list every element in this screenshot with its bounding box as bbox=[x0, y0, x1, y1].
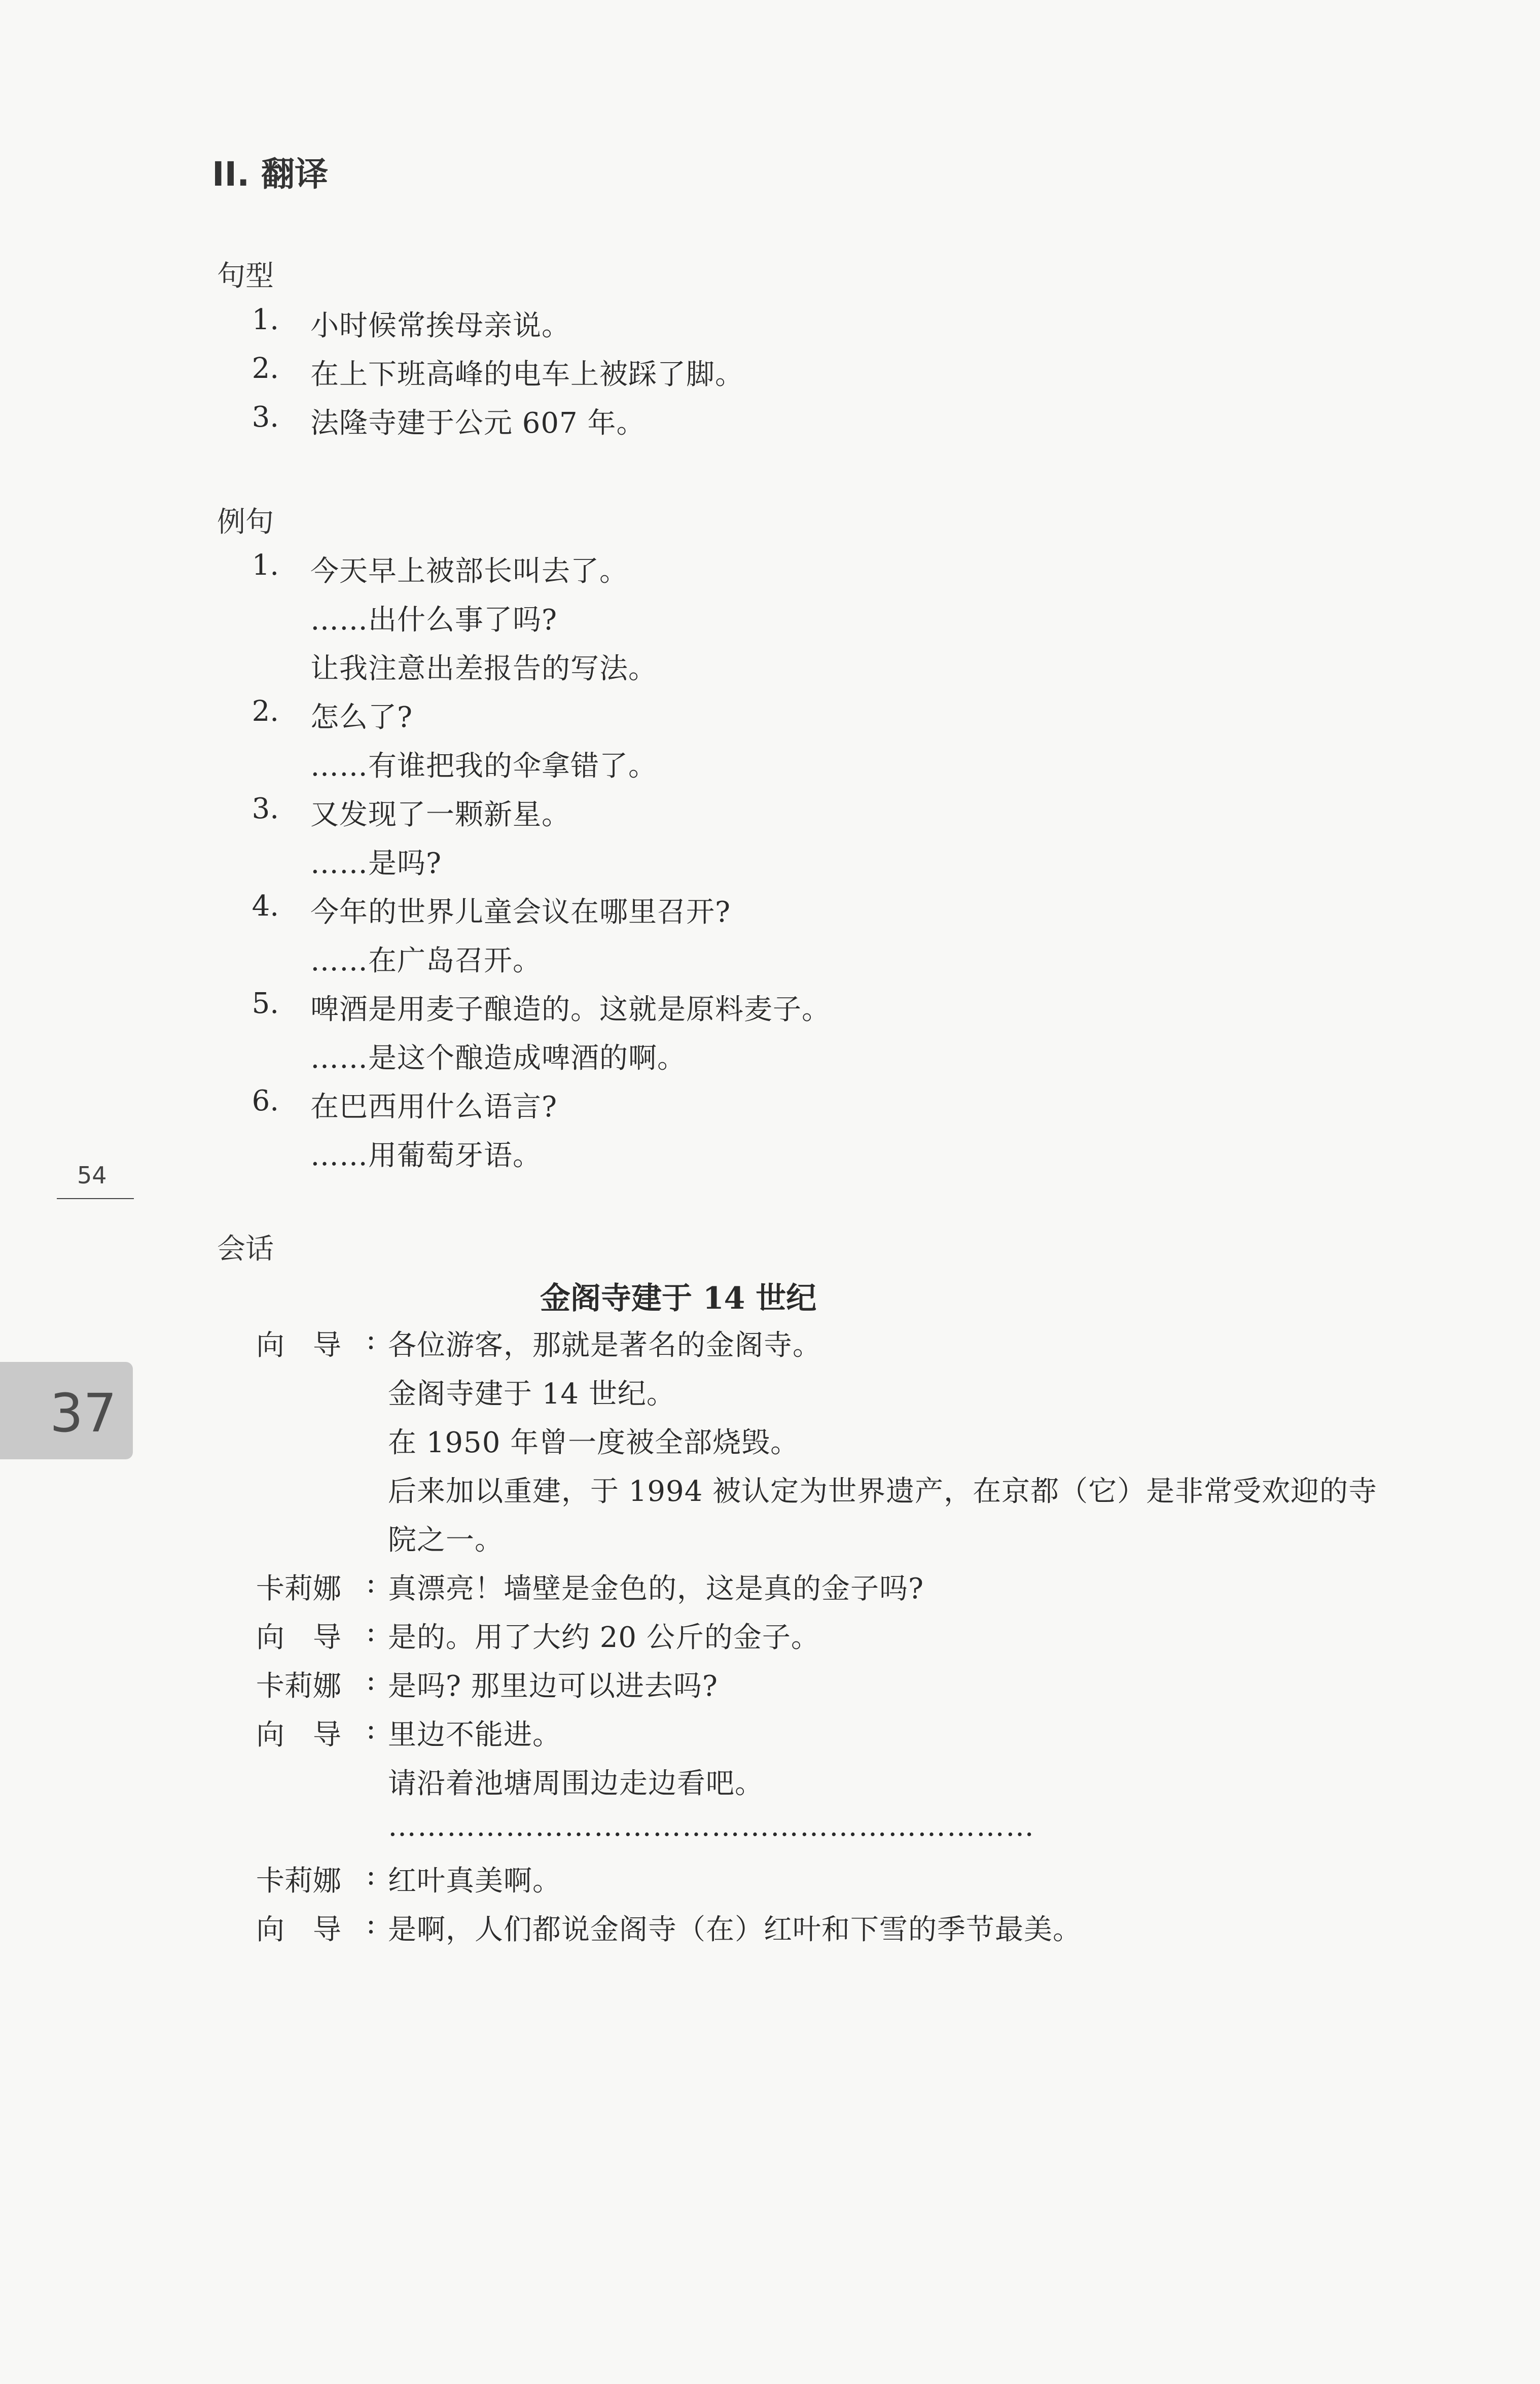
example-number: 1. bbox=[252, 549, 279, 582]
dialogue-colon: : bbox=[366, 1907, 376, 1940]
dialogue-line: 是吗? 那里边可以进去吗? bbox=[388, 1670, 718, 1703]
example-number: 5. bbox=[252, 987, 279, 1020]
list-item-text: 在上下班高峰的电车上被踩了脚。 bbox=[310, 358, 744, 391]
page-number: 54 bbox=[77, 1162, 107, 1189]
example-line: ……是吗? bbox=[310, 847, 442, 880]
example-number: 4. bbox=[252, 890, 279, 923]
example-line: 今年的世界儿童会议在哪里召开? bbox=[310, 896, 731, 929]
dialogue-line: 是啊，人们都说金阁寺（在）红叶和下雪的季节最美。 bbox=[388, 1913, 1082, 1946]
example-line: 又发现了一颗新星。 bbox=[310, 798, 570, 831]
dialogue-line: 请沿着池塘周围边走边看吧。 bbox=[388, 1767, 764, 1800]
example-line: 让我注意出差报告的写法。 bbox=[310, 652, 657, 685]
dialogue-colon: : bbox=[366, 1566, 376, 1599]
dialogue-line: 后来加以重建，于 1994 被认定为世界遗产，在京都（它）是非常受欢迎的寺 bbox=[388, 1475, 1378, 1508]
chapter-tab-number: 37 bbox=[50, 1382, 117, 1444]
example-number: 2. bbox=[252, 695, 279, 728]
dialogue-colon: : bbox=[366, 1664, 376, 1697]
dialogue-line: 里边不能进。 bbox=[388, 1719, 561, 1751]
dialogue-separator: ………………………………………………………… bbox=[388, 1810, 1035, 1843]
example-line: ……有谁把我的伞拿错了。 bbox=[310, 750, 657, 783]
example-line: ……是这个酿造成啤酒的啊。 bbox=[310, 1042, 686, 1075]
dialogue-colon: : bbox=[366, 1615, 376, 1648]
dialogue-line: 院之一。 bbox=[388, 1524, 504, 1557]
example-number: 3. bbox=[252, 792, 279, 825]
list-item-number: 2. bbox=[252, 352, 279, 385]
dialogue-speaker: 卡莉娜 bbox=[256, 1865, 341, 1898]
section-label-dialogue: 会话 bbox=[217, 1233, 274, 1266]
dialogue-title: 金阁寺建于 14 世纪 bbox=[540, 1281, 817, 1316]
dialogue-line: 真漂亮！墙壁是金色的，这是真的金子吗? bbox=[388, 1572, 924, 1605]
section-label-pattern: 句型 bbox=[217, 260, 274, 293]
page-number-rule bbox=[57, 1198, 134, 1199]
dialogue-line: 是的。用了大约 20 公斤的金子。 bbox=[388, 1621, 820, 1654]
list-item-number: 3. bbox=[252, 401, 279, 434]
example-line: ……在广岛召开。 bbox=[310, 944, 542, 977]
example-line: 今天早上被部长叫去了。 bbox=[310, 555, 628, 588]
example-line: 啤酒是用麦子酿造的。这就是原料麦子。 bbox=[310, 993, 831, 1026]
dialogue-line: 红叶真美啊。 bbox=[388, 1865, 561, 1898]
list-item-number: 1. bbox=[252, 303, 279, 336]
dialogue-speaker: 向 导 bbox=[256, 1913, 341, 1946]
example-line: ……用葡萄牙语。 bbox=[310, 1139, 542, 1172]
dialogue-speaker: 卡莉娜 bbox=[256, 1572, 341, 1605]
dialogue-speaker: 卡莉娜 bbox=[256, 1670, 341, 1703]
list-item-text: 小时候常挨母亲说。 bbox=[310, 309, 570, 342]
example-line: 在巴西用什么语言? bbox=[310, 1091, 558, 1124]
dialogue-line: 金阁寺建于 14 世纪。 bbox=[388, 1378, 675, 1411]
dialogue-colon: : bbox=[366, 1712, 376, 1745]
dialogue-line: 在 1950 年曾一度被全部烧毁。 bbox=[388, 1426, 800, 1459]
example-line: ……出什么事了吗? bbox=[310, 604, 558, 637]
list-item-text: 法隆寺建于公元 607 年。 bbox=[310, 407, 646, 440]
dialogue-speaker: 向 导 bbox=[256, 1621, 341, 1654]
dialogue-colon: : bbox=[366, 1859, 376, 1891]
dialogue-colon: : bbox=[366, 1323, 376, 1356]
example-line: 怎么了? bbox=[310, 701, 413, 734]
section-label-examples: 例句 bbox=[217, 506, 274, 539]
example-number: 6. bbox=[252, 1084, 279, 1117]
dialogue-speaker: 向 导 bbox=[256, 1719, 341, 1751]
dialogue-speaker: 向 导 bbox=[256, 1329, 341, 1362]
dialogue-line: 各位游客，那就是著名的金阁寺。 bbox=[388, 1329, 821, 1362]
page-heading: II. 翻译 bbox=[212, 155, 329, 194]
